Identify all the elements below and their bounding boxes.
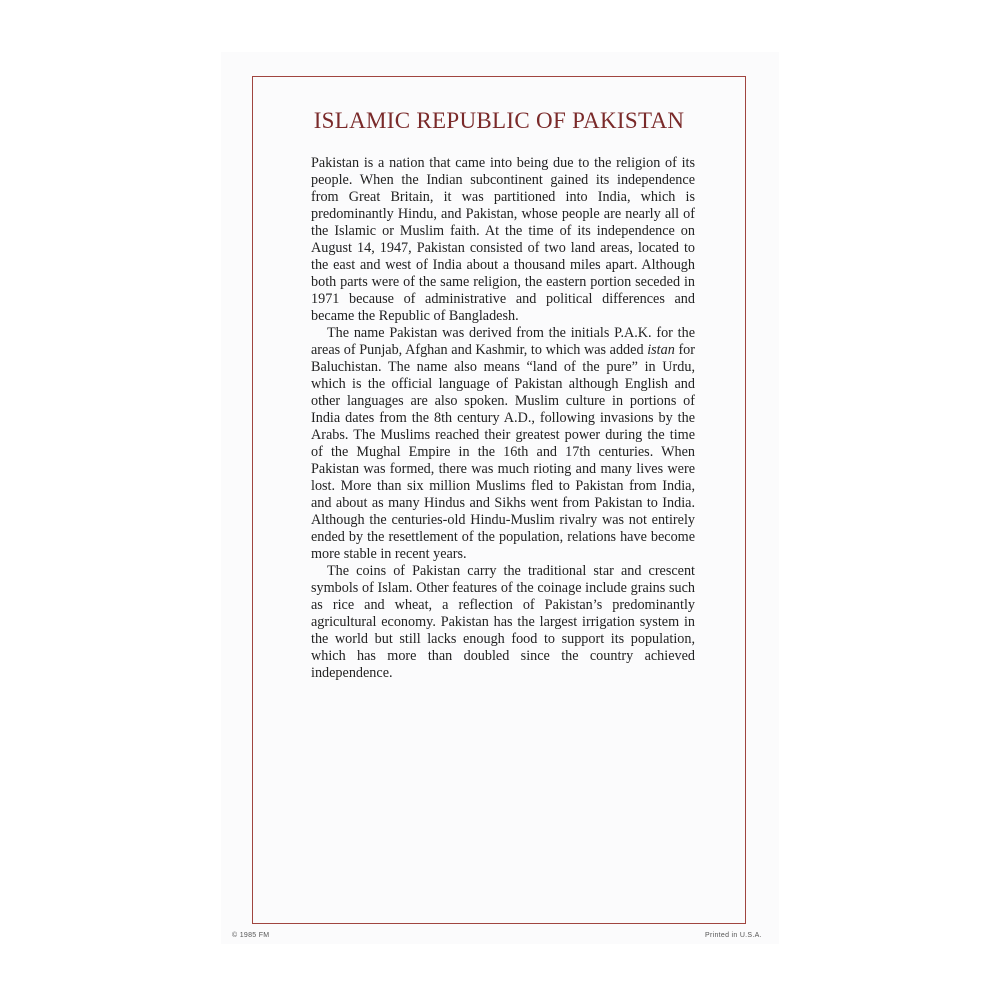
paragraph-name-origin-part2: for Baluchistan. The name also means “land of the pure” in Urdu, which is the official language of Pakistan although English and other languages are also spoken. Muslim culture in portions of India dates from the 8th century A.D., following invasions by the Arabs. The Muslims reached their greatest power during the time of the Mughal Empire in the 16th and 17th centuries. When Pakistan was formed, there was much rioting and many lives were lost. More than six million Muslims fled to Pakistan from India, and about as many Hindus and Sikhs went from Pakistan to India. Although the centuries-old Hindu-Muslim rivalry was not entirely ended by the resettlement of the population, relations have become more stable in recent years. xyxy=(311,342,695,562)
document-title: ISLAMIC REPUBLIC OF PAKISTAN xyxy=(313,108,685,133)
paragraph-name-origin-part1: The name Pakistan was derived from the initials P.A.K. for the areas of Punjab, Afghan and Kashmir, to which was added xyxy=(311,325,695,358)
paragraph-name-origin-italic: istan xyxy=(647,342,675,358)
copyright-notice: © 1985 FM xyxy=(232,932,270,939)
paragraph-name-origin xyxy=(311,325,695,563)
paragraph-coins: The coins of Pakistan carry the traditional star and crescent symbols of Islam. Other features of the coinage include grains such as rice and wheat, a reflection of Pakistan’s predominantly agricultural economy. Pakistan has the largest irrigation system in the world but still lacks enough food to support its population, which has more than doubled since the country achieved independence. xyxy=(311,563,695,681)
paragraph-history: Pakistan is a nation that came into being due to the religion of its people. When the Indian subcontinent gained its independence from Great Britain, it was partitioned into India, which is predominantly Hindu, and Pakistan, whose people are nearly all of the Islamic or Muslim faith. At the time of its independence on August 14, 1947, Pakistan consisted of two land areas, located to the east and west of India about a thousand miles apart. Although both parts were of the same religion, the eastern portion seceded in 1971 because of administrative and political differences and became the Republic of Bangladesh. xyxy=(311,155,695,324)
document-body xyxy=(311,155,695,682)
printed-notice: Printed in U.S.A. xyxy=(705,932,762,939)
